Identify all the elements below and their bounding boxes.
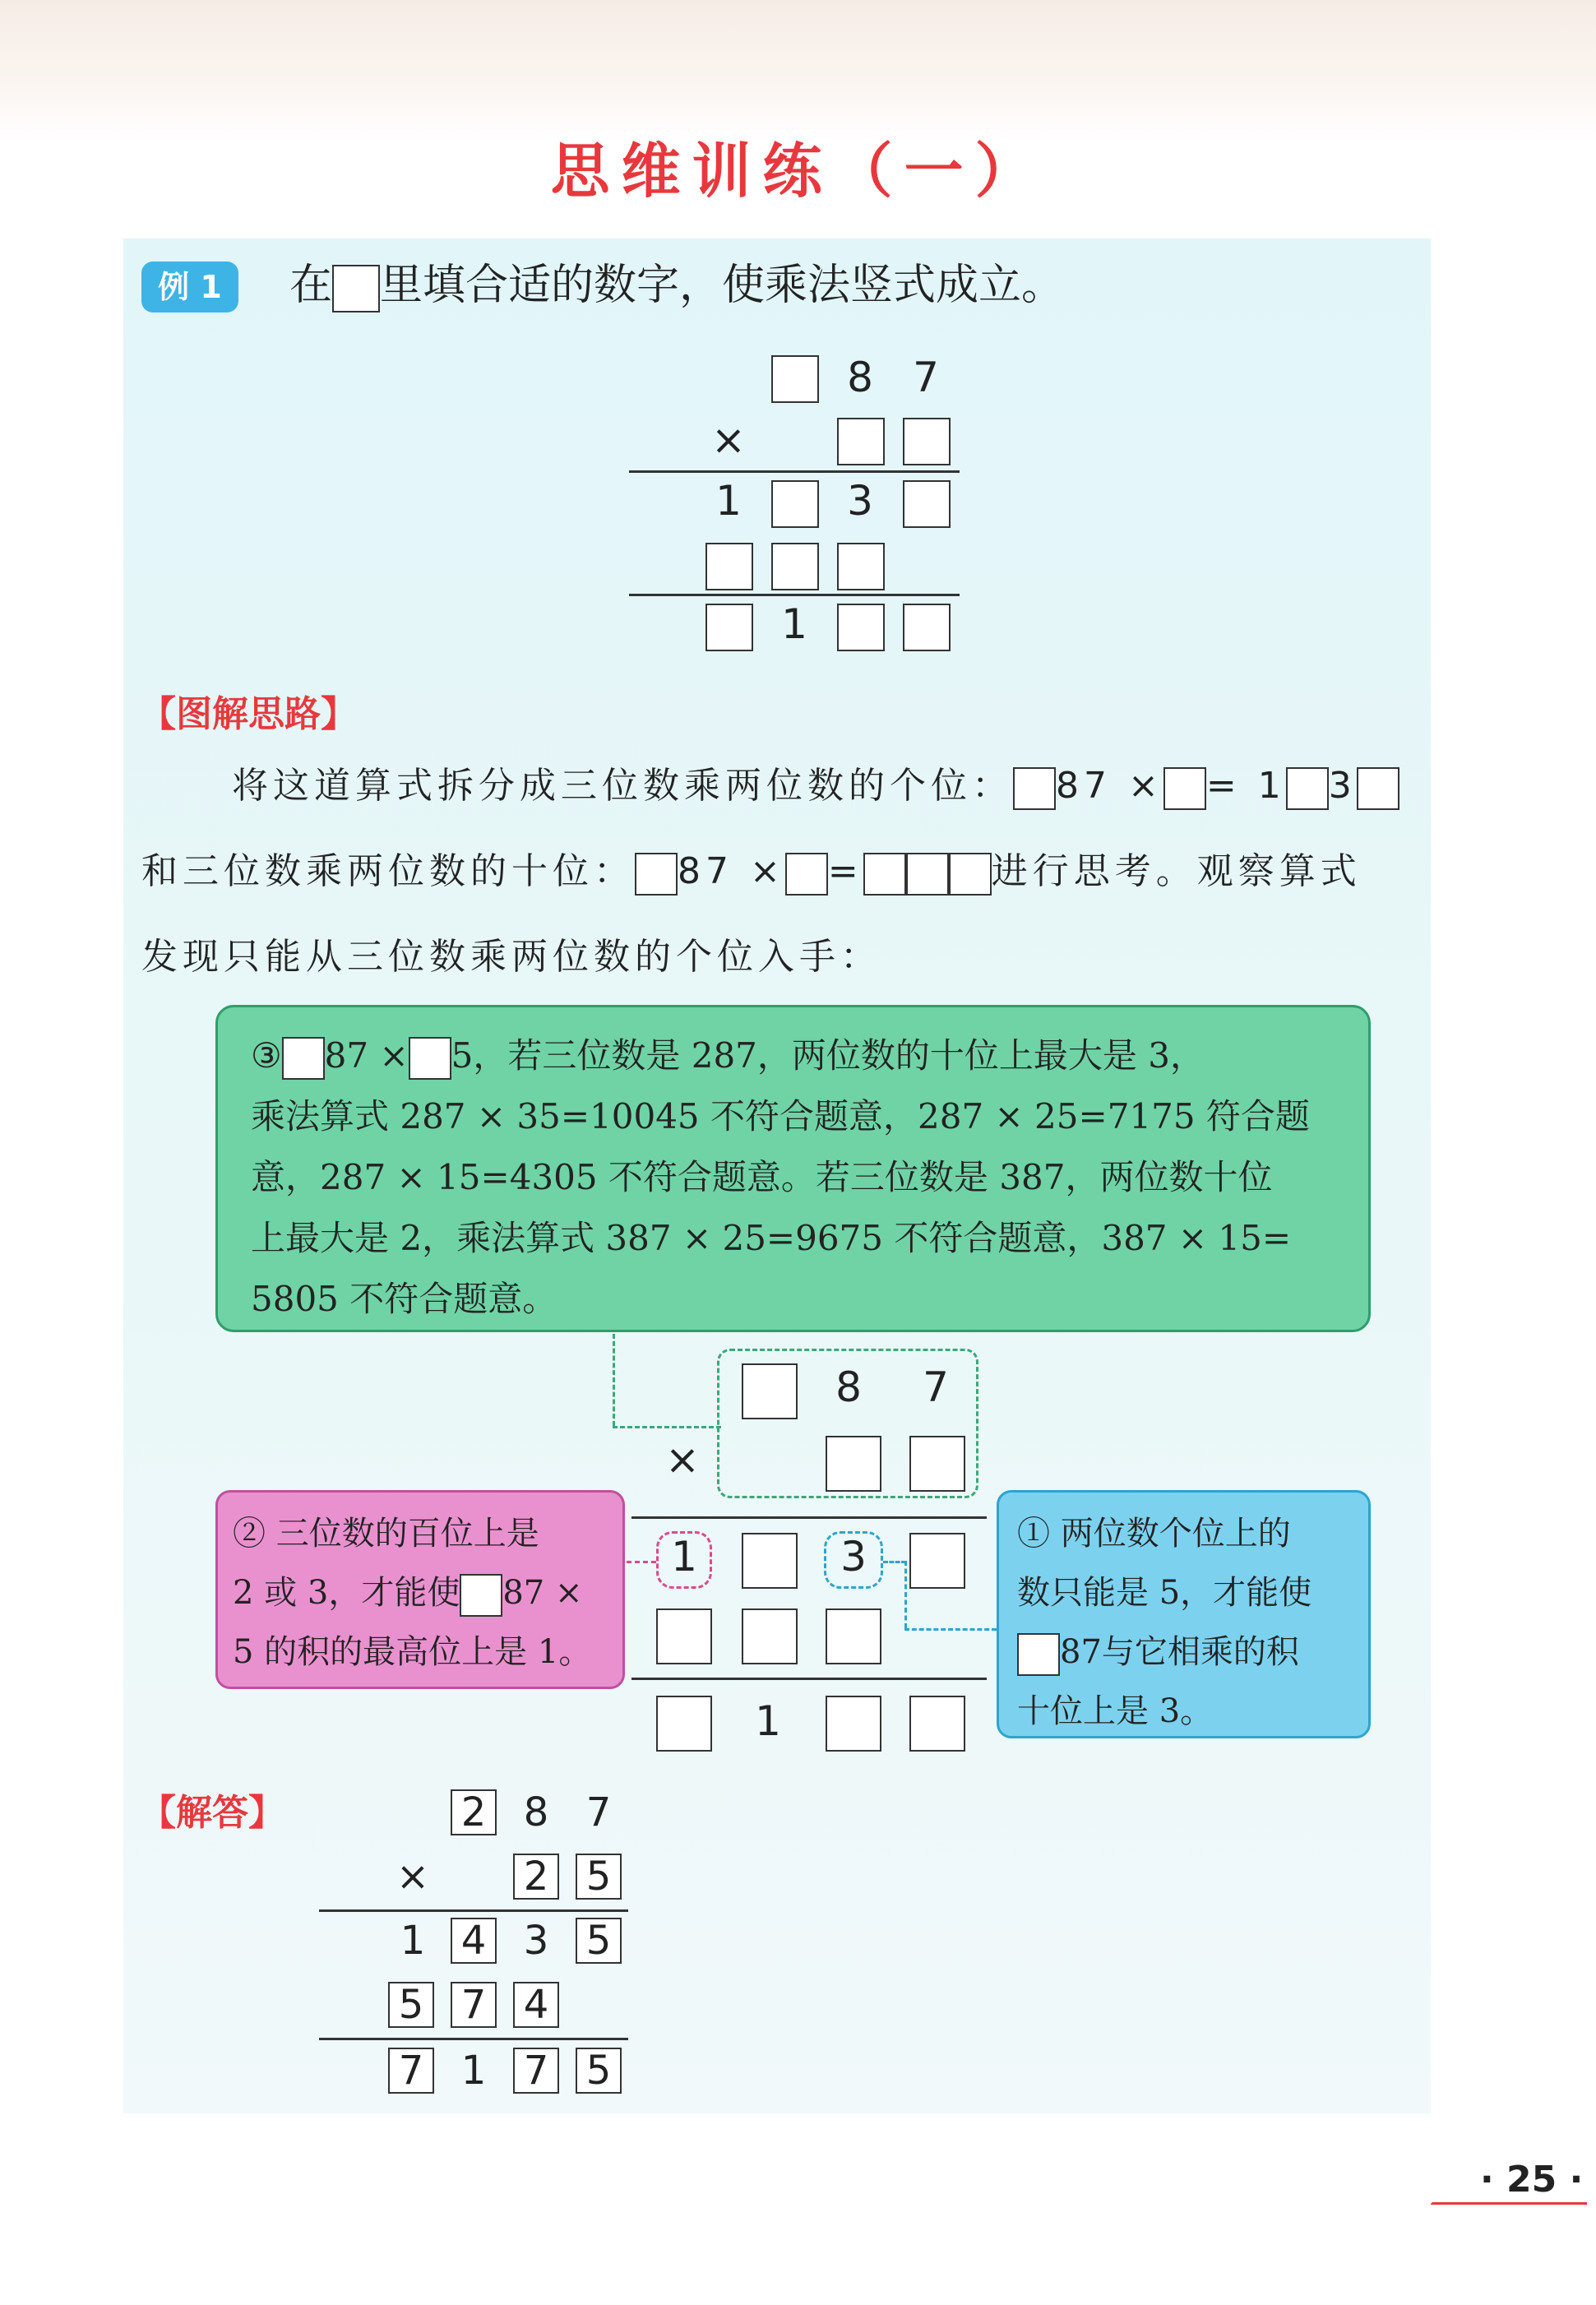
- blank-box[interactable]: [771, 543, 819, 590]
- thinking-line-3: [141, 914, 1457, 1000]
- blank-box[interactable]: [656, 1696, 712, 1752]
- text: 乘法算式 287 × 35=10045 不符合题意，287 × 25=7175 符合题: [251, 1096, 1310, 1136]
- top-band: [0, 0, 1596, 140]
- question-pre: 在: [289, 261, 333, 310]
- digit: 7: [913, 354, 939, 401]
- blank-box: [1163, 767, 1206, 810]
- text: 87 ×: [502, 1574, 583, 1612]
- text: =: [827, 850, 863, 892]
- blank-box: [785, 853, 828, 896]
- text: 发现只能从三位数乘两位数的个位入手：: [141, 936, 881, 978]
- blank-box: [906, 853, 949, 896]
- blank-box: [1017, 1633, 1060, 1676]
- blank-box[interactable]: [826, 1696, 881, 1752]
- text: 3: [1328, 765, 1357, 807]
- answer-digit: 1: [400, 1918, 426, 1964]
- example-tag: 例 1: [141, 262, 238, 312]
- digit: 1: [781, 600, 807, 648]
- page-number-underline: [1431, 2202, 1587, 2205]
- page-number: · 25 ·: [1480, 2159, 1584, 2201]
- digit: 1: [715, 477, 742, 525]
- text: 2 或 3，才能使: [233, 1574, 460, 1612]
- digit: 1: [755, 1697, 781, 1745]
- question-post: 里填合适的数字，使乘法竖式成立。: [380, 261, 1065, 310]
- digit: 1: [671, 1533, 697, 1581]
- text: ① 两位数个位上的: [1017, 1515, 1291, 1553]
- blank-box[interactable]: [909, 1533, 965, 1589]
- blank-box[interactable]: [903, 418, 951, 465]
- answer-digit: 7: [585, 1789, 612, 1835]
- text: ③: [251, 1035, 282, 1076]
- blank-box[interactable]: [705, 543, 753, 590]
- section-answer: 【解答】: [140, 1792, 285, 1834]
- answer-digit: 1: [460, 2048, 487, 2094]
- rule-line: [319, 1909, 628, 1912]
- answer-digit: 7: [513, 2048, 559, 2094]
- blank-box[interactable]: [826, 1608, 881, 1664]
- text: 进行思考。观察算式: [991, 850, 1362, 892]
- connector-line: [904, 1628, 997, 1631]
- blank-box[interactable]: [837, 418, 885, 465]
- times-sign: ×: [711, 416, 746, 464]
- rule-line: [629, 594, 960, 596]
- answer-digit: 5: [388, 1982, 434, 2028]
- blank-box: [635, 853, 678, 896]
- digit: 3: [847, 477, 873, 525]
- text: = 1: [1205, 765, 1286, 807]
- digit: 8: [847, 354, 873, 401]
- blank-box: [409, 1037, 451, 1080]
- text: 将这道算式拆分成三位数乘两位数的个位：: [232, 765, 1013, 807]
- blue-note: [997, 1490, 1371, 1738]
- blank-box[interactable]: [705, 604, 753, 651]
- text: 5 的积的最高位上是 1。: [233, 1633, 592, 1671]
- times-sign: ×: [665, 1436, 700, 1483]
- blank-box: [282, 1037, 325, 1080]
- digit: 7: [923, 1363, 949, 1411]
- digit: 8: [835, 1363, 862, 1411]
- answer-digit: 5: [576, 1918, 622, 1964]
- connector-line: [613, 1334, 615, 1426]
- blank-box: [949, 853, 992, 896]
- text: 5805 不符合题意。: [251, 1279, 557, 1319]
- section-thinking: 【图解思路】: [140, 693, 357, 735]
- blank-box[interactable]: [837, 604, 885, 651]
- answer-digit: 2: [513, 1854, 559, 1900]
- answer-digit: 7: [451, 1982, 497, 2028]
- connector-line: [883, 1561, 906, 1563]
- blank-box: [460, 1574, 502, 1617]
- blank-box[interactable]: [742, 1533, 798, 1589]
- example-question: [289, 257, 1064, 314]
- blank-box: [863, 853, 906, 896]
- rule-line: [629, 470, 960, 473]
- connector-line: [904, 1561, 907, 1628]
- times-sign: ×: [396, 1854, 430, 1900]
- blank-box[interactable]: [771, 355, 819, 403]
- blank-box[interactable]: [903, 604, 951, 651]
- connector-line: [613, 1426, 721, 1428]
- answer-digit: 5: [576, 2048, 622, 2094]
- green-note: [215, 1005, 1371, 1332]
- text: ② 三位数的百位上是: [233, 1515, 539, 1553]
- connector-line: [627, 1561, 656, 1563]
- thinking-line-1: [141, 743, 1457, 829]
- answer-digit: 4: [451, 1918, 497, 1964]
- answer-digit: 8: [523, 1789, 549, 1835]
- blank-box[interactable]: [909, 1436, 965, 1492]
- text: 十位上是 3。: [1017, 1692, 1214, 1730]
- text: 87与它相乘的积: [1060, 1633, 1299, 1671]
- blank-box[interactable]: [826, 1436, 881, 1492]
- answer-digit: 7: [388, 2048, 434, 2094]
- blank-box[interactable]: [742, 1363, 798, 1419]
- blank-box[interactable]: [903, 480, 951, 528]
- text: 87 ×: [678, 850, 785, 892]
- text: 数只能是 5，才能使: [1017, 1574, 1312, 1612]
- answer-digit: 3: [523, 1918, 549, 1964]
- text: 意，287 × 15=4305 不符合题意。若三位数是 387，两位数十位: [251, 1157, 1273, 1197]
- blank-box: [1357, 767, 1399, 810]
- blank-box[interactable]: [742, 1608, 798, 1664]
- rule-line: [631, 1678, 987, 1680]
- blank-box[interactable]: [909, 1696, 965, 1752]
- answer-digit: 2: [451, 1789, 497, 1835]
- blank-box: [1013, 767, 1056, 810]
- thinking-line-2: [141, 829, 1457, 914]
- text: 上最大是 2，乘法算式 387 × 25=9675 不符合题意，387 × 15=: [251, 1218, 1292, 1258]
- text: 87 ×: [324, 1035, 409, 1076]
- rule-line: [631, 1516, 987, 1519]
- blank-box[interactable]: [771, 480, 819, 528]
- blank-box[interactable]: [837, 543, 885, 590]
- answer-digit: 5: [576, 1854, 622, 1900]
- rule-line: [319, 2038, 628, 2040]
- blank-box[interactable]: [656, 1608, 712, 1664]
- text: 87 ×: [1056, 765, 1163, 807]
- text: 5，若三位数是 287，两位数的十位上最大是 3，: [451, 1035, 1205, 1076]
- digit: 3: [840, 1533, 867, 1581]
- page-title: 思维训练（一）: [550, 137, 1046, 206]
- blank-box: [1286, 767, 1329, 810]
- blank-box: [332, 265, 380, 312]
- answer-digit: 4: [513, 1982, 559, 2028]
- thinking-paragraph: [141, 743, 1457, 1000]
- pink-note: [215, 1490, 625, 1689]
- text: 和三位数乘两位数的十位：: [141, 850, 635, 892]
